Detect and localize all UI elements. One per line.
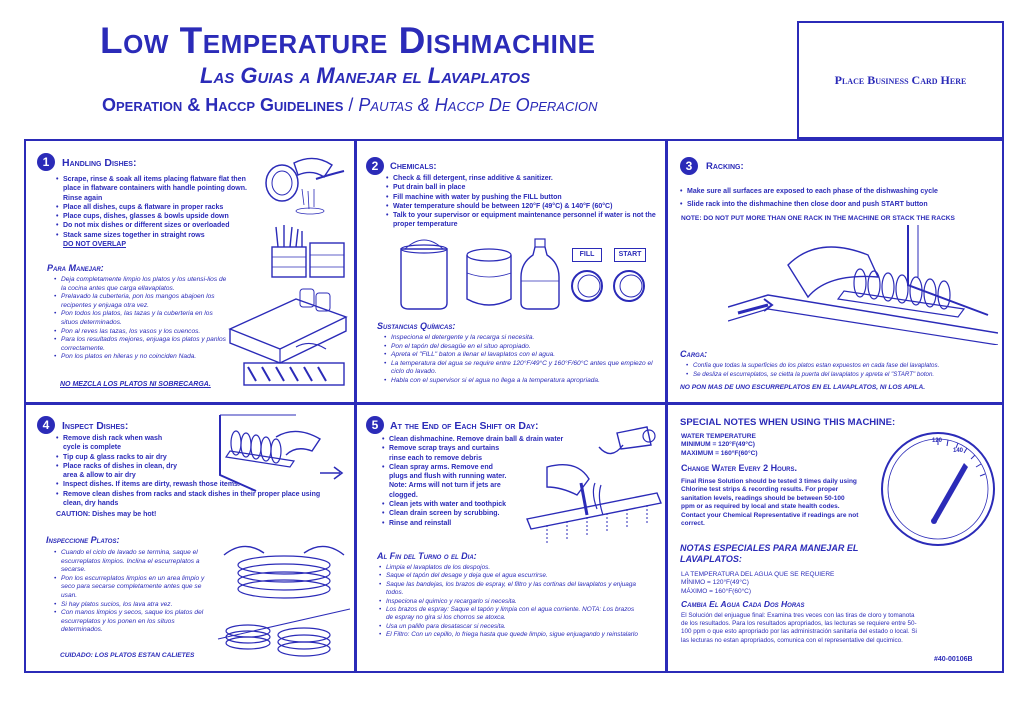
spanish-list [379, 564, 639, 640]
list-item: • Fill machine with water by pushing the FILL button [386, 193, 662, 202]
step-number: 1 [37, 153, 55, 171]
operation-subtitle [102, 95, 598, 116]
list-item: • Si hay platos sucios, los lava atra vez. [54, 601, 212, 610]
spanish-heading: Sustancias Químicas: [377, 321, 456, 331]
list-item: • Saque las bandejas, los brazos de espray, el filtro y las cortinas del lavaplatos y enjuaga todos. [379, 581, 639, 598]
water-temp-max: MAXIMUM = 160°F(60°C) [681, 449, 758, 457]
list-item: • Place racks of dishes in clean, dry area & allow to air dry [56, 462, 181, 481]
spanish-warning: NO MEZCLA LOS PLATOS NI SOBRECARGA. [60, 381, 211, 388]
rinse-solution-text: Final Rinse Solution should be tested 3 times daily using Chlorine test strips & recording results. For proper sanitation levels, readings should be between 50-100 ppm or as required by local and state health codes. Contact your Chemical Representative if readings are not correct. [681, 478, 859, 528]
list-item: • Pon los platos en hileras y no coinciden Nada. [54, 353, 229, 362]
water-temperature-block [681, 433, 758, 458]
list-item: • Place cups, dishes, glasses & bowls upside down [56, 212, 254, 221]
spanish-heading: Carga: [680, 349, 708, 359]
panel-handling-dishes [24, 139, 356, 404]
panel-heading: At the End of Each Shift or Day: [390, 420, 539, 432]
list-item: • La temperatura del agua se require entre 120°F/49°C y 160°F/60°C antes que empiezo el ciclo do lavado. [384, 360, 660, 377]
list-item: • Check & fill detergent, rinse additive & sanitizer. [386, 174, 662, 183]
racking-note: NOTE: DO NOT PUT MORE THAN ONE RACK IN THE MACHINE OR STACK THE RACKS [681, 215, 955, 222]
instruction-list [386, 174, 662, 230]
operation-title-en: Operation & Haccp Guidelines [102, 95, 344, 115]
list-item: • Para los resultados mejores, enjuaga los platos y panlos correctamente. [54, 336, 229, 353]
panel-heading: Inspect Dishes: [62, 420, 129, 432]
list-item: • Pon todos los platos, las tazas y la cuberteria en los situos determinados. [54, 310, 229, 327]
list-item: • Inspeciona el quimico y recargarlo si necesita. [379, 598, 639, 606]
spanish-temp-label: LA TEMPERATURA DEL AGUA QUE SE REQUIERE [681, 571, 835, 578]
panel-end-of-shift [355, 403, 667, 673]
list-item: • Habla con el supervisor si el agua no llega a la temperatura apropriada. [384, 377, 660, 386]
list-item: • Talk to your supervisor or equipment maintenance personnel if water is not the proper temperature [386, 211, 662, 230]
racking-illustration [728, 225, 998, 345]
step-number: 4 [37, 416, 55, 434]
list-item: • Place all dishes, cups & flatware in proper racks [56, 203, 254, 212]
list-item: • Remove scrap trays and curtains rinse each to remove debris [382, 444, 517, 463]
special-notes-heading: SPECIAL NOTES WHEN USING THIS MACHINE: [680, 417, 896, 428]
flatware-container-illustration [264, 223, 354, 283]
caution-note: CAUTION: Dishes may be hot! [56, 511, 157, 519]
spanish-heading: Para Manejar: [47, 263, 104, 273]
list-item: • Tip cup & glass racks to air dry [56, 453, 216, 462]
list-item: • Pon el tapón del desagüe en el situo apropiado. [384, 343, 660, 352]
stacked-plates-illustration [214, 535, 354, 665]
spanish-heading: Al Fin del Turno o el Dia: [377, 551, 477, 561]
list-item: • Deja completamente limpio los platos y los utensi-lios de la cocina antes que carga ellavaplatos. [54, 276, 229, 293]
spanish-list [54, 276, 229, 362]
list-item: • Rinse and reinstall [382, 519, 582, 528]
spanish-list [686, 362, 1002, 379]
list-item: • Clean spray arms. Remove end plugs and flush with running water. [382, 463, 507, 482]
business-card-box [797, 21, 1004, 139]
fill-button[interactable]: FILL [572, 248, 602, 262]
temperature-gauge-icon [876, 427, 1000, 551]
spanish-temperature-block [681, 571, 834, 596]
list-item: • Do not mix dishes or different sizes or overloaded [56, 221, 254, 230]
list-item: • Limpia el lavaplatos de los despojos. [379, 564, 639, 572]
panel-heading: Chemicals: [390, 161, 437, 172]
document-code: #40-00106B [934, 656, 973, 663]
spanish-list [54, 549, 212, 635]
rack-loading-illustration [226, 287, 354, 397]
panel-inspect-dishes [24, 403, 356, 673]
step-number: 3 [680, 157, 698, 175]
list-item: • Clean jets with water and toothpick [382, 500, 582, 509]
water-temp-label: WATER TEMPERATURE [681, 433, 756, 440]
water-temp-min: MINIMUM = 120°F(49°C) [681, 441, 755, 449]
business-card-label: Place Business Card Here [834, 72, 967, 87]
gauge-label-140: 140 [953, 448, 964, 454]
panel-heading: Handling Dishes: [62, 157, 137, 169]
step-number: 2 [366, 157, 384, 175]
list-item: • Apreta el "FILL" baton a llenar el lavaplatos con el agua. [384, 351, 660, 360]
list-item: • Slide rack into the dishmachine then close door and push START button [680, 198, 1000, 211]
list-item: • Clean drain screen by scrubbing. [382, 509, 582, 518]
list-item: • Put drain ball in place [386, 183, 662, 192]
list-item: • Los brazos de espray: Saque el tapón y limpia con el agua corriente. NOTA: Los brazos de espray no gira si los chorros se atoxca. [379, 606, 639, 623]
list-item: • Make sure all surfaces are exposed to each phase of the dishwashing cycle [680, 185, 1000, 198]
list-item: • Inspeciona el detergente y la recarga si necesita. [384, 334, 660, 343]
spanish-warning: NO PON MAS DE UNO ESCURREPLATOS EN EL LAVAPLATOS, NI LOS APILA. [680, 384, 926, 391]
spanish-rinse-text: El Solución del enjuague final: Examina tres veces con las tiras de cloro y tomanota de los resultados. Para los resultados apropriados, las lecturas se requiere entre 50-100 ppm o que esto apropriado por las administración sanitaria del estado o local. Si las lecturas no estan apropriados, comunica con el representative del qucimico. [681, 612, 917, 644]
operation-title-es: Pautas & Haccp De Operacion [358, 95, 598, 115]
main-title: Low Temperature Dishmachine [100, 20, 596, 61]
list-item: • Se desliza el escurreplatos, se cietta la puerta del lavaplatos y apreta el "START" boton. [686, 371, 1002, 380]
start-button-knob [609, 267, 649, 305]
list-item: • Pon al reves las tazas, los vasos y los cuencos. [54, 328, 229, 337]
list-item: • Clean dishmachine. Remove drain ball & drain water [382, 435, 582, 444]
list-item: • El Filtro: Con un cepillo, lo friega hasta que quede limpio, sigue enjuagando y reinstalarlo [379, 631, 639, 639]
list-item: • Remove clean dishes from racks and stack dishes in their proper place using clean, dry hands [56, 490, 324, 509]
list-item: • Stack same sizes together in straight rows [56, 231, 254, 240]
panel-heading: Racking: [706, 161, 744, 172]
spanish-warning: CUIDADO: LOS PLATOS ESTAN CALIETES [60, 652, 195, 659]
chemical-containers-illustration [397, 237, 565, 313]
list-item: • Con manos limpios y secos, saque los platos del escurreplatos y los ponen en los situos determinados. [54, 609, 212, 635]
overlap-warning: DO NOT OVERLAP [63, 241, 127, 249]
list-item: • Remove dish rack when wash cycle is complete [56, 434, 174, 453]
list-item: • Saque el tapón del desage y deja que el agua escurrirse. [379, 572, 639, 580]
spanish-subtitle: Las Guias a Manejar el Lavaplatos [200, 63, 531, 88]
gauge-label-120: 120 [932, 438, 943, 444]
rinse-plate-illustration [254, 149, 354, 219]
inspect-rack-illustration [216, 411, 354, 495]
change-water-heading: Change Water Every 2 Hours. [681, 463, 798, 473]
panel-special-notes [666, 403, 1004, 673]
fill-button-knob [567, 267, 607, 305]
list-item: • Pon los escurreplatos limpios en un area limpio y seco para secarse completamente antes que se usan. [54, 575, 212, 601]
spanish-heading: Inspeccione Platos: [46, 535, 120, 545]
list-item: • Water temperature should be between 120°F (49°C) & 140°F (60°C) [386, 202, 662, 211]
list-item: • Cuando el ciclo de lavado se termina, saque el escurreplatos limpios. Inclina el escurreplatos a secarse. [54, 549, 212, 575]
step-number: 5 [366, 416, 384, 434]
start-button[interactable]: START [614, 248, 646, 262]
panel-racking [666, 139, 1004, 404]
list-item: • Inspect dishes. If items are dirty, rewash those items. [56, 480, 324, 489]
operation-title-separator: / [343, 95, 359, 115]
instruction-list [680, 185, 1000, 211]
spanish-special-heading: NOTAS ESPECIALES PARA MANEJAR EL LAVAPLATOS: [680, 543, 859, 564]
instruction-list [56, 175, 254, 249]
arms-note: Note: Arms will not turn if jets are clogged. [389, 482, 501, 499]
spanish-temp-max: MÁXIMO = 160°F(60°C) [681, 587, 752, 595]
panel-chemicals [355, 139, 667, 404]
spray-arm-cleaning-illustration [517, 423, 665, 553]
spanish-temp-min: MÍNIMO = 120°F(49°C) [681, 579, 749, 587]
spanish-change-water-heading: Cambia El Agua Cada Dos Horas [681, 599, 805, 609]
list-item: • Prelavado la cuberteria, pon los mangos abajoen los recipentes y enjuaga otra vez. [54, 293, 229, 310]
list-item: • Confia que todas la superficies do los platos estan expuestos en cada fase del lavaplatos. [686, 362, 1002, 371]
spanish-list [384, 334, 660, 386]
list-item: • Scrape, rinse & soak all items placing flatware flat then place in flatware containers with handle pointing down. Rinse again [56, 175, 254, 203]
list-item: • Usa un palillo para desatascar si necesita. [379, 623, 639, 631]
